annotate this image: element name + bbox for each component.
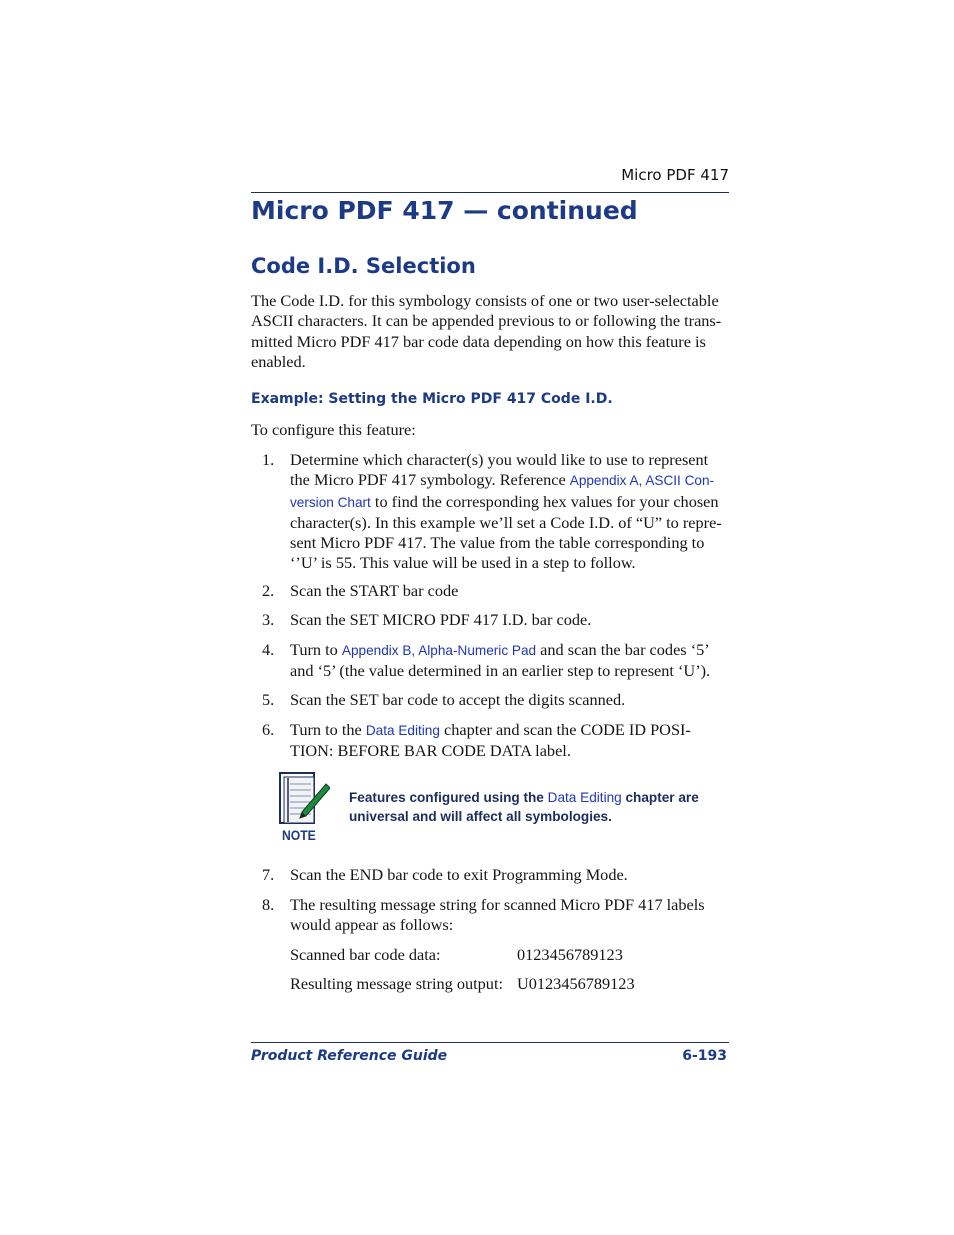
example-heading: Example: Setting the Micro PDF 417 Code I.D. bbox=[251, 391, 613, 407]
example-row-value: U0123456789123 bbox=[517, 974, 635, 993]
running-header: Micro PDF 417 bbox=[621, 166, 729, 184]
step-text: Scan the SET bar code to accept the digits scanned. bbox=[290, 690, 626, 709]
note-label: NOTE bbox=[282, 828, 316, 843]
footer-rule bbox=[251, 1042, 729, 1043]
step-text: Scan the START bar code bbox=[290, 581, 459, 600]
appendix-a-link[interactable]: Appendix A, ASCII Con-version Chart bbox=[290, 473, 715, 510]
step-text: The resulting message string for scanned Micro PDF 417 labels would appear as follows: bbox=[290, 895, 705, 935]
example-row-label: Scanned bar code data: bbox=[290, 945, 441, 964]
example-row-value: 0123456789123 bbox=[517, 945, 623, 964]
step-text: Scan the END bar code to exit Programming Mode. bbox=[290, 865, 628, 884]
step-number: 2. bbox=[262, 581, 275, 600]
step-text: Turn to the Data Editing chapter and scan the CODE ID POSI-TION: BEFORE BAR CODE DATA label. bbox=[290, 720, 691, 761]
step-number: 4. bbox=[262, 640, 275, 659]
footer-guide-title: Product Reference Guide bbox=[251, 1048, 448, 1064]
step-number: 7. bbox=[262, 865, 275, 884]
chapter-title: Micro PDF 417 — continued bbox=[251, 196, 638, 225]
configure-paragraph: To configure this feature: bbox=[251, 420, 416, 439]
step-number: 5. bbox=[262, 690, 275, 709]
step-text: Determine which character(s) you would like to use to represent the Micro PDF 417 symbology. Reference Appendix A, ASCII Con-version Chart to find the corresponding hex values for your chosen character(s). In this example we’ll set a Code I.D. of “U” to repre-sent Micro PDF 417. The value from the table corresponding to ‘’U’ is 55. This value will be used in a step to follow. bbox=[290, 450, 722, 573]
data-editing-link[interactable]: Data Editing bbox=[365, 723, 440, 738]
example-row-label: Resulting message string output: bbox=[290, 974, 503, 993]
note-text: Features configured using the Data Editing chapter are universal and will affect all symbologies. bbox=[349, 790, 699, 824]
step-number: 8. bbox=[262, 895, 275, 914]
intro-paragraph: The Code I.D. for this symbology consists of one or two user-selectable ASCII characters. It can be appended previous to or following the trans-mitted Micro PDF 417 bar code data depending on how this feature is enabled. bbox=[251, 291, 722, 371]
note-data-editing-link[interactable]: Data Editing bbox=[547, 790, 622, 805]
step-number: 1. bbox=[262, 450, 275, 469]
page-number: 6-193 bbox=[682, 1048, 727, 1064]
header-rule bbox=[251, 192, 729, 193]
step-number: 3. bbox=[262, 610, 275, 629]
section-title: Code I.D. Selection bbox=[251, 254, 476, 278]
step-text: Turn to Appendix B, Alpha-Numeric Pad and scan the bar codes ‘5’ and ‘5’ (the value determined in an earlier step to represent ‘U’). bbox=[290, 640, 711, 681]
note-pad-pen-icon bbox=[276, 770, 330, 828]
step-text: Scan the SET MICRO PDF 417 I.D. bar code. bbox=[290, 610, 592, 629]
step-number: 6. bbox=[262, 720, 275, 739]
appendix-b-link[interactable]: Appendix B, Alpha-Numeric Pad bbox=[341, 643, 537, 658]
